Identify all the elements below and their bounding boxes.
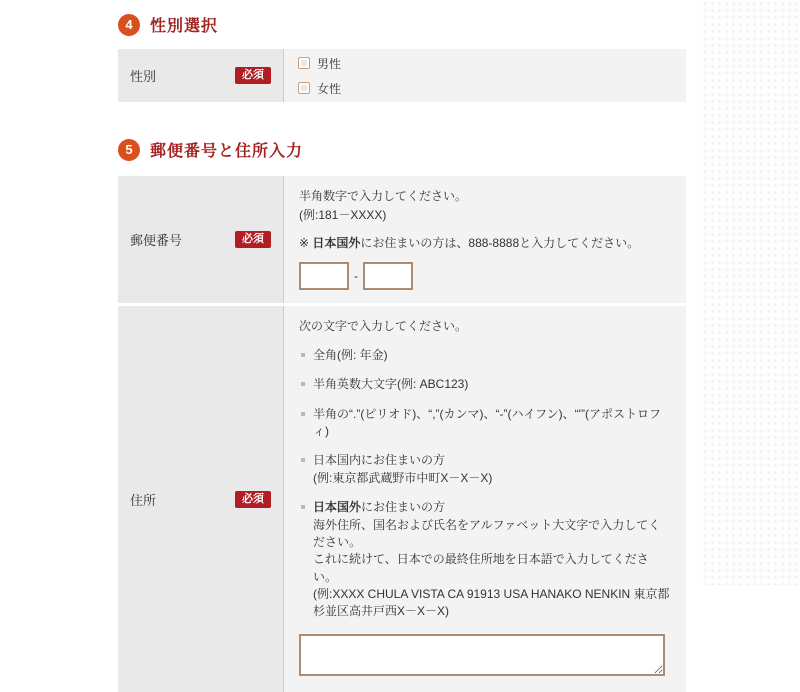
postal-code-row — [118, 176, 686, 303]
postal-overseas-note — [299, 234, 671, 251]
address-textarea[interactable] — [299, 634, 665, 676]
male-option-label: 男性 — [317, 56, 342, 71]
postal-inputs-group — [299, 262, 671, 290]
section-4-heading — [118, 13, 686, 36]
female-option[interactable] — [298, 80, 672, 97]
address-bullet-hankaku-upper — [299, 376, 671, 393]
overseas-title-bold: 日本国外 — [313, 500, 362, 515]
background-pattern — [702, 0, 800, 585]
section-4-title: 性別選択 — [150, 18, 219, 35]
gender-required-badge: 必須 — [235, 67, 271, 84]
note-suffix: にお住まいの方は、888-8888と入力してください。 — [360, 236, 640, 251]
overseas-example: (例:XXXX CHULA VISTA CA 91913 USA HANAKO NENKIN 東京都杉並区高井戸西X－X－X) — [313, 587, 670, 619]
bullet-marker-icon — [301, 505, 305, 509]
postal-code-label: 郵便番号 — [130, 233, 183, 249]
section-4-number-badge: 4 — [118, 14, 140, 36]
postal-input-separator: - — [354, 269, 358, 284]
address-row — [118, 306, 686, 692]
overseas-line1: 海外住所、国名および氏名をアルファベット大文字で入力してください。 — [313, 517, 661, 549]
overseas-title-rest: にお住まいの方 — [361, 500, 446, 515]
gender-options — [283, 49, 686, 102]
female-checkbox[interactable] — [298, 82, 310, 94]
address-bullet-domestic — [299, 452, 671, 487]
note-bold-text: 日本国外 — [312, 236, 361, 251]
domestic-example: (例:東京都武蔵野市中町X－X－X) — [313, 470, 493, 485]
bullet-text: 半角の“.”(ピリオド)、“,”(カンマ)、“-”(ハイフン)、“'”(アポストロフィ) — [313, 406, 661, 438]
address-bullet-punctuation — [299, 406, 671, 441]
postal-code-input-2[interactable] — [363, 262, 413, 290]
postal-instruction-line2: (例:181－XXXX) — [299, 207, 387, 222]
postal-instruction-line1: 半角数字で入力してください。 — [299, 189, 468, 203]
postal-code-input-1[interactable] — [299, 262, 349, 290]
bullet-marker-icon — [301, 458, 305, 462]
bullet-text — [313, 499, 671, 621]
note-prefix: ※ — [299, 236, 313, 251]
gender-label-column — [118, 49, 283, 102]
female-option-label: 女性 — [317, 81, 342, 96]
domestic-title: 日本国内にお住まいの方 — [313, 453, 446, 468]
section-5-number-badge: 5 — [118, 139, 140, 161]
postal-label-column — [118, 176, 283, 303]
bullet-marker-icon — [301, 382, 305, 386]
address-content — [283, 306, 686, 692]
postal-required-badge: 必須 — [235, 231, 271, 248]
address-label: 住所 — [130, 492, 157, 508]
male-option[interactable] — [298, 55, 672, 72]
section-5-rows — [118, 176, 686, 692]
gender-label: 性別 — [130, 69, 157, 84]
section-5-heading — [118, 138, 686, 161]
address-required-badge: 必須 — [235, 491, 271, 508]
form-content — [118, 0, 686, 692]
address-bullet-zenkaku — [299, 347, 671, 364]
bullet-marker-icon — [301, 412, 305, 416]
bullet-text: 半角英数大文字(例: ABC123) — [313, 377, 469, 392]
postal-content — [283, 176, 686, 303]
address-bullet-overseas — [299, 499, 671, 621]
bullet-marker-icon — [301, 353, 305, 357]
bullet-text: 全角(例: 年金) — [313, 347, 388, 362]
bullet-text — [313, 452, 671, 487]
overseas-line2: これに続けて、日本での最終住所地を日本語で入力してください。 — [313, 552, 649, 584]
address-label-column — [118, 306, 283, 692]
male-checkbox[interactable] — [298, 57, 310, 69]
gender-row — [118, 49, 686, 102]
section-5-title: 郵便番号と住所入力 — [150, 143, 304, 160]
address-intro: 次の文字で入力してください。 — [299, 319, 468, 334]
